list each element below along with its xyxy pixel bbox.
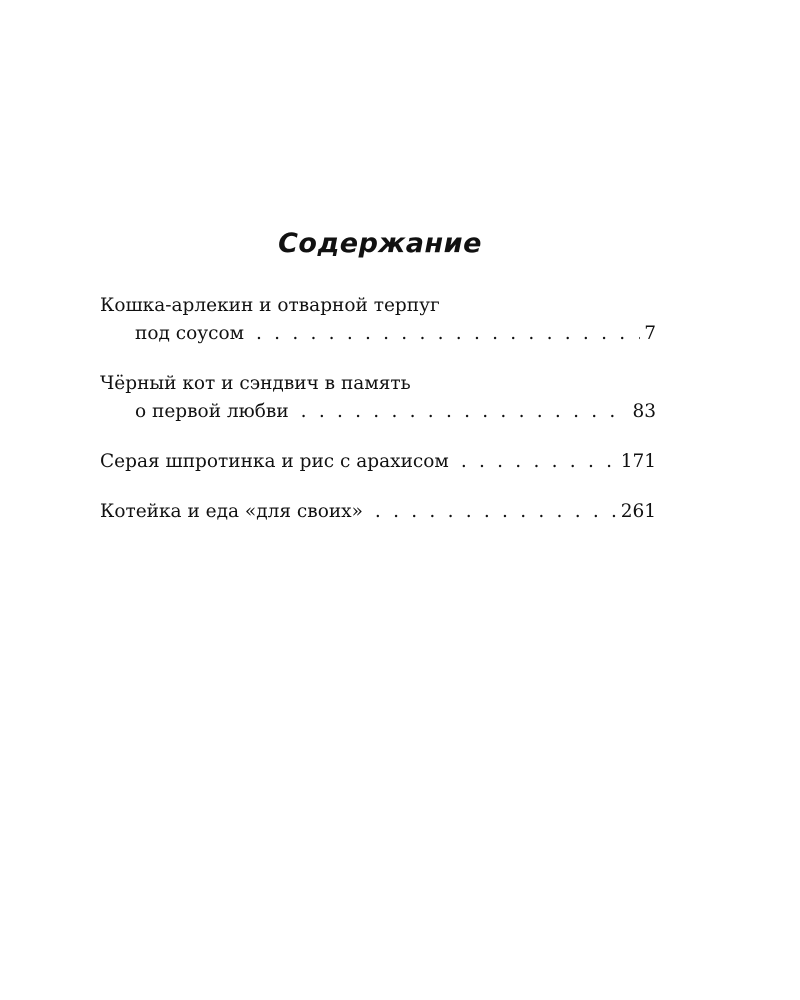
- toc-entry-title-cont: о первой любви: [135, 401, 289, 422]
- toc-entry-title-cont: под соусом: [135, 323, 245, 344]
- toc-page-number: 171: [620, 451, 656, 472]
- dot-leader: [375, 498, 617, 526]
- toc-entry-title: Кошка-арлекин и отварной терпуг: [100, 295, 440, 316]
- page-title: Содержание: [278, 228, 482, 259]
- toc-page-number: 7: [644, 323, 656, 344]
- table-of-contents: [100, 292, 656, 548]
- toc-entry-2: [100, 370, 656, 426]
- toc-page-number: 83: [632, 401, 656, 422]
- toc-entry-4: [100, 498, 656, 526]
- dot-leader: [301, 398, 629, 426]
- toc-entry-1: [100, 292, 656, 348]
- dot-leader: [256, 320, 640, 348]
- toc-page-number: 261: [620, 501, 656, 522]
- toc-entry-title: Серая шпротинка и рис с арахисом: [100, 451, 449, 472]
- toc-entry-title: Чёрный кот и сэндвич в память: [100, 373, 411, 394]
- dot-leader: [461, 448, 617, 476]
- toc-entry-3: [100, 448, 656, 476]
- toc-entry-title: Котейка и еда «для своих»: [100, 501, 363, 522]
